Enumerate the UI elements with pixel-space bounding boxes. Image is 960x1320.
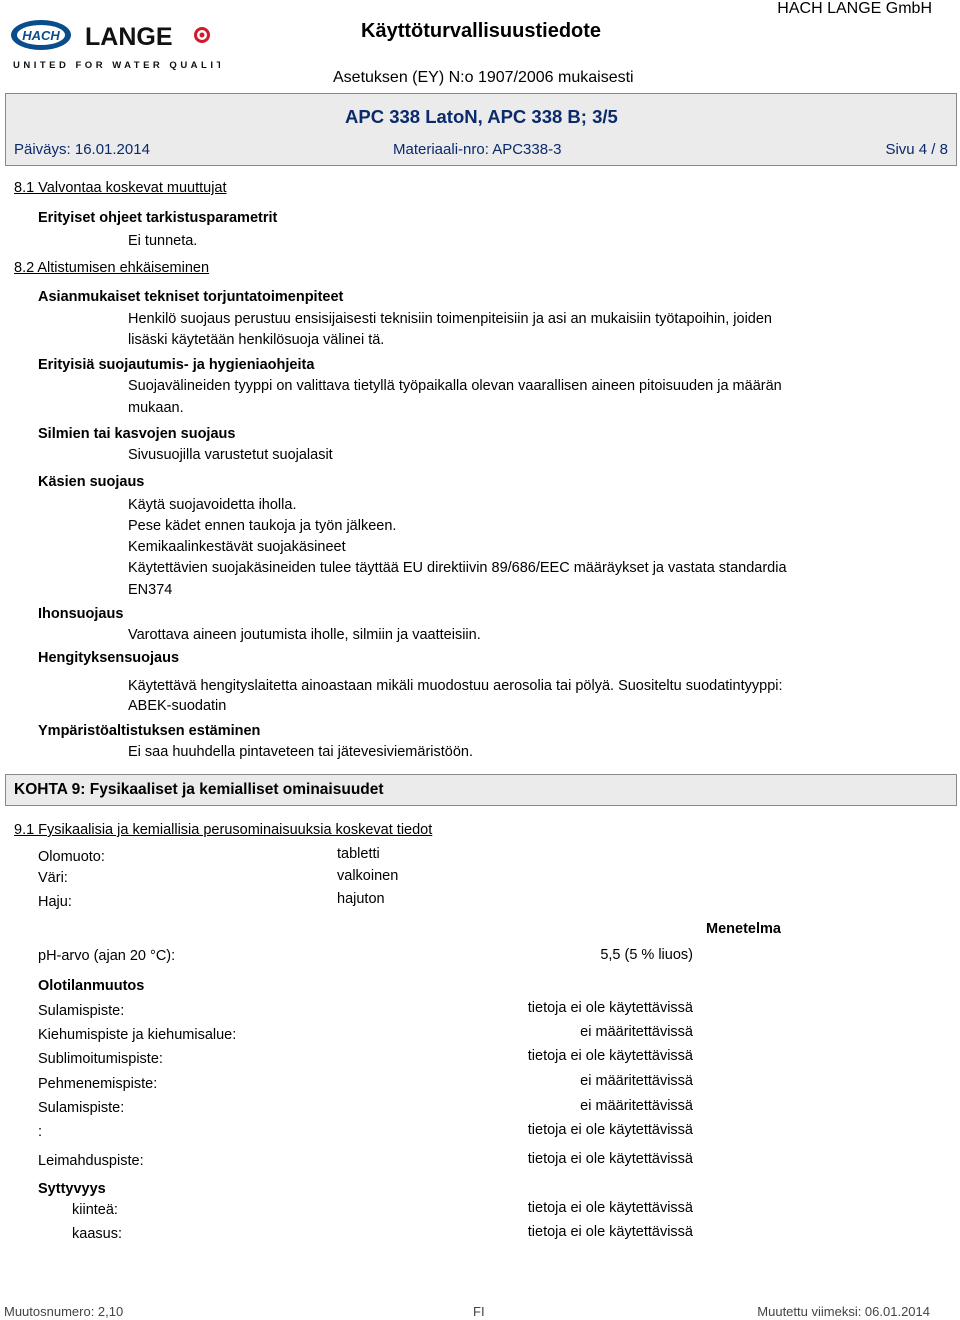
flammability-gas-label: kaasus: xyxy=(72,1226,122,1242)
eye-protection-text: Sivusuojilla varustetut suojalasit xyxy=(128,447,333,463)
property-label: Pehmenemispiste: xyxy=(38,1076,158,1092)
form-value: tabletti xyxy=(337,846,380,862)
odor-value: hajuton xyxy=(337,891,385,907)
revision-number: Muutosnumero: 2,10 xyxy=(4,1304,124,1319)
ph-value: 5,5 (5 % liuos) xyxy=(600,947,693,963)
skin-protection-heading: Ihonsuojaus xyxy=(38,606,124,622)
flammability-solid-label: kiinteä: xyxy=(72,1202,118,1218)
language-code: FI xyxy=(473,1304,485,1319)
method-column-heading: Menetelma xyxy=(706,921,781,937)
respiratory-protection-line-2: ABEK-suodatin xyxy=(128,698,227,714)
svg-text:UNITED FOR WATER QUALITY: UNITED FOR WATER QUALITY xyxy=(13,60,220,71)
flash-point-value: tietoja ei ole käytettävissä xyxy=(527,1151,693,1167)
hand-protection-heading: Käsien suojaus xyxy=(38,474,145,490)
state-change-heading: Olotilanmuutos xyxy=(38,978,145,994)
ph-label: pH-arvo (ajan 20 °C): xyxy=(38,948,176,964)
technical-measures-line-2: lisäski käytetään henkilösuoja välinei tä. xyxy=(128,332,385,348)
property-value: tietoja ei ole käytettävissä xyxy=(527,1000,693,1016)
hand-protection-line-4: Käytettävien suojakäsineiden tulee täyttää EU direktiivin 89/686/EEC määräykset ja vastata standardia xyxy=(128,560,787,576)
regulation-text: Asetuksen (EY) N:o 1907/2006 mukaisesti xyxy=(333,69,634,86)
respiratory-protection-heading: Hengityksensuojaus xyxy=(38,650,180,666)
svg-text:LANGE: LANGE xyxy=(85,23,173,51)
last-modified: Muutettu viimeksi: 06.01.2014 xyxy=(757,1304,930,1319)
section-8-2-heading: 8.2 Altistumisen ehkäiseminen xyxy=(14,260,210,276)
company-logo xyxy=(10,18,220,82)
product-name: APC 338 LatoN, APC 338 B; 3/5 xyxy=(345,106,618,127)
property-value: tietoja ei ole käytettävissä xyxy=(527,1122,693,1138)
date-label: Päiväys: 16.01.2014 xyxy=(14,141,150,158)
hand-protection-line-2: Pese kädet ennen taukoja ja työn jälkeen. xyxy=(128,518,397,534)
flammability-solid-value: tietoja ei ole käytettävissä xyxy=(527,1200,693,1216)
property-value: tietoja ei ole käytettävissä xyxy=(527,1048,693,1064)
material-number: Materiaali-nro: APC338-3 xyxy=(393,141,562,158)
form-label: Olomuoto: xyxy=(38,849,105,865)
hygiene-heading: Erityisiä suojautumis- ja hygieniaohjeita xyxy=(38,357,315,373)
hand-protection-line-3: Kemikaalinkestävät suojakäsineet xyxy=(128,539,346,555)
flammability-gas-value: tietoja ei ole käytettävissä xyxy=(527,1224,693,1240)
svg-text:HACH: HACH xyxy=(22,28,60,43)
flammability-heading: Syttyvyys xyxy=(38,1181,106,1197)
flash-point-label: Leimahduspiste: xyxy=(38,1153,144,1169)
company-name: HACH LANGE GmbH xyxy=(777,0,932,17)
environmental-exposure-heading: Ympäristöaltistuksen estäminen xyxy=(38,723,261,739)
technical-measures-line-1: Henkilö suojaus perustuu ensisijaisesti teknisiin toimenpiteisiin ja asi an mukaisiin työtapoihin, joiden xyxy=(128,311,772,327)
property-label: Sulamispiste: xyxy=(38,1003,125,1019)
technical-measures-heading: Asianmukaiset tekniset torjuntatoimenpiteet xyxy=(38,289,344,305)
environmental-exposure-text: Ei saa huuhdella pintaveteen tai jätevesiviemäristöön. xyxy=(128,744,473,760)
hach-logo-icon xyxy=(10,18,220,78)
special-instructions-heading: Erityiset ohjeet tarkistusparametrit xyxy=(38,210,278,226)
property-value: ei määritettävissä xyxy=(580,1073,693,1089)
document-title: Käyttöturvallisuustiedote xyxy=(361,20,602,42)
eye-protection-heading: Silmien tai kasvojen suojaus xyxy=(38,426,236,442)
respiratory-protection-line-1: Käytettävä hengityslaitetta ainoastaan mikäli muodostuu aerosolia tai pölyä. Suositeltu suodatintyyppi: xyxy=(128,678,783,694)
section-8-1-heading: 8.1 Valvontaa koskevat muuttujat xyxy=(14,180,227,196)
special-instructions-text: Ei tunneta. xyxy=(128,233,198,249)
odor-label: Haju: xyxy=(38,894,72,910)
hygiene-line-2: mukaan. xyxy=(128,400,184,416)
property-label: Sublimoitumispiste: xyxy=(38,1051,163,1067)
color-label: Väri: xyxy=(38,870,68,886)
hygiene-line-1: Suojavälineiden tyyppi on valittava tietyllä työpaikalla olevan vaarallisen aineen pitoisuuden ja määrän xyxy=(128,378,782,394)
skin-protection-text: Varottava aineen joutumista iholle, silmiin ja vaatteisiin. xyxy=(128,627,481,643)
property-label: Sulamispiste: xyxy=(38,1100,125,1116)
section-9-1-heading: 9.1 Fysikaalisia ja kemiallisia perusominaisuuksia koskevat tiedot xyxy=(14,822,433,838)
hand-protection-line-1: Käytä suojavoidetta iholla. xyxy=(128,497,297,513)
property-value: ei määritettävissä xyxy=(580,1098,693,1114)
color-value: valkoinen xyxy=(337,868,399,884)
property-value: ei määritettävissä xyxy=(580,1024,693,1040)
page-number: Sivu 4 / 8 xyxy=(885,141,948,158)
hand-protection-line-5: EN374 xyxy=(128,582,173,598)
property-label: : xyxy=(38,1124,43,1140)
property-label: Kiehumispiste ja kiehumisalue: xyxy=(38,1027,237,1043)
section-9-title: KOHTA 9: Fysikaaliset ja kemialliset ominaisuudet xyxy=(14,781,384,798)
